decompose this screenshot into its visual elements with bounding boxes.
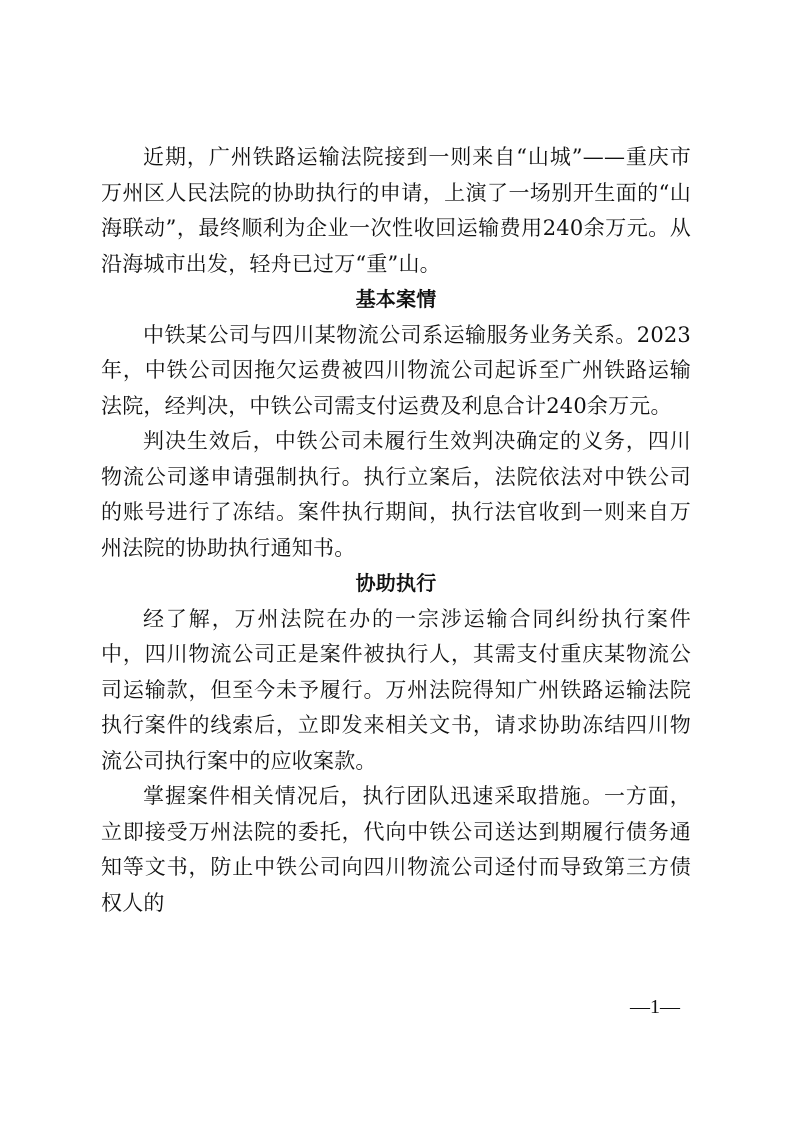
- paragraph-measures: 掌握案件相关情况后，执行团队迅速采取措施。一方面，立即接受万州法院的委托，代向中铁公司送达到期履行债务通知等文书，防止中铁公司向四川物流公司迳付而导致第三方债权人的: [101, 784, 691, 915]
- paragraph-investigation: 经了解，万州法院在办的一宗涉运输合同纠纷执行案件中，四川物流公司正是案件被执行人，其需支付重庆某物流公司运输款，但至今未予履行。万州法院得知广州铁路运输法院执行案件的线索后，立即发来相关文书，请求协助冻结四川物流公司执行案中的应收案款。: [101, 606, 691, 773]
- document-body: [101, 140, 691, 921]
- page-number: —1—: [630, 996, 680, 1018]
- paragraph-enforcement: 判决生效后，中铁公司未履行生效判决确定的义务，四川物流公司遂申请强制执行。执行立案后，法院依法对中铁公司的账号进行了冻结。案件执行期间，执行法官收到一则来自万州法院的协助执行通知书。: [101, 429, 691, 560]
- section-heading-assist-enforcement: 协助执行: [355, 571, 437, 595]
- paragraph-intro: 近期，广州铁路运输法院接到一则来自“山城”——重庆市万州区人民法院的协助执行的申请，上演了一场别开生面的“山海联动”，最终顺利为企业一次性收回运输费用240余万元。从沿海城市出发，轻舟已过万“重”山。: [101, 145, 691, 276]
- section-heading-basic-case: 基本案情: [355, 287, 437, 311]
- paragraph-case-relationship: 中铁某公司与四川某物流公司系运输服务业务关系。2023年，中铁公司因拖欠运费被四川物流公司起诉至广州铁路运输法院，经判决，中铁公司需支付运费及利息合计240余万元。: [101, 322, 691, 418]
